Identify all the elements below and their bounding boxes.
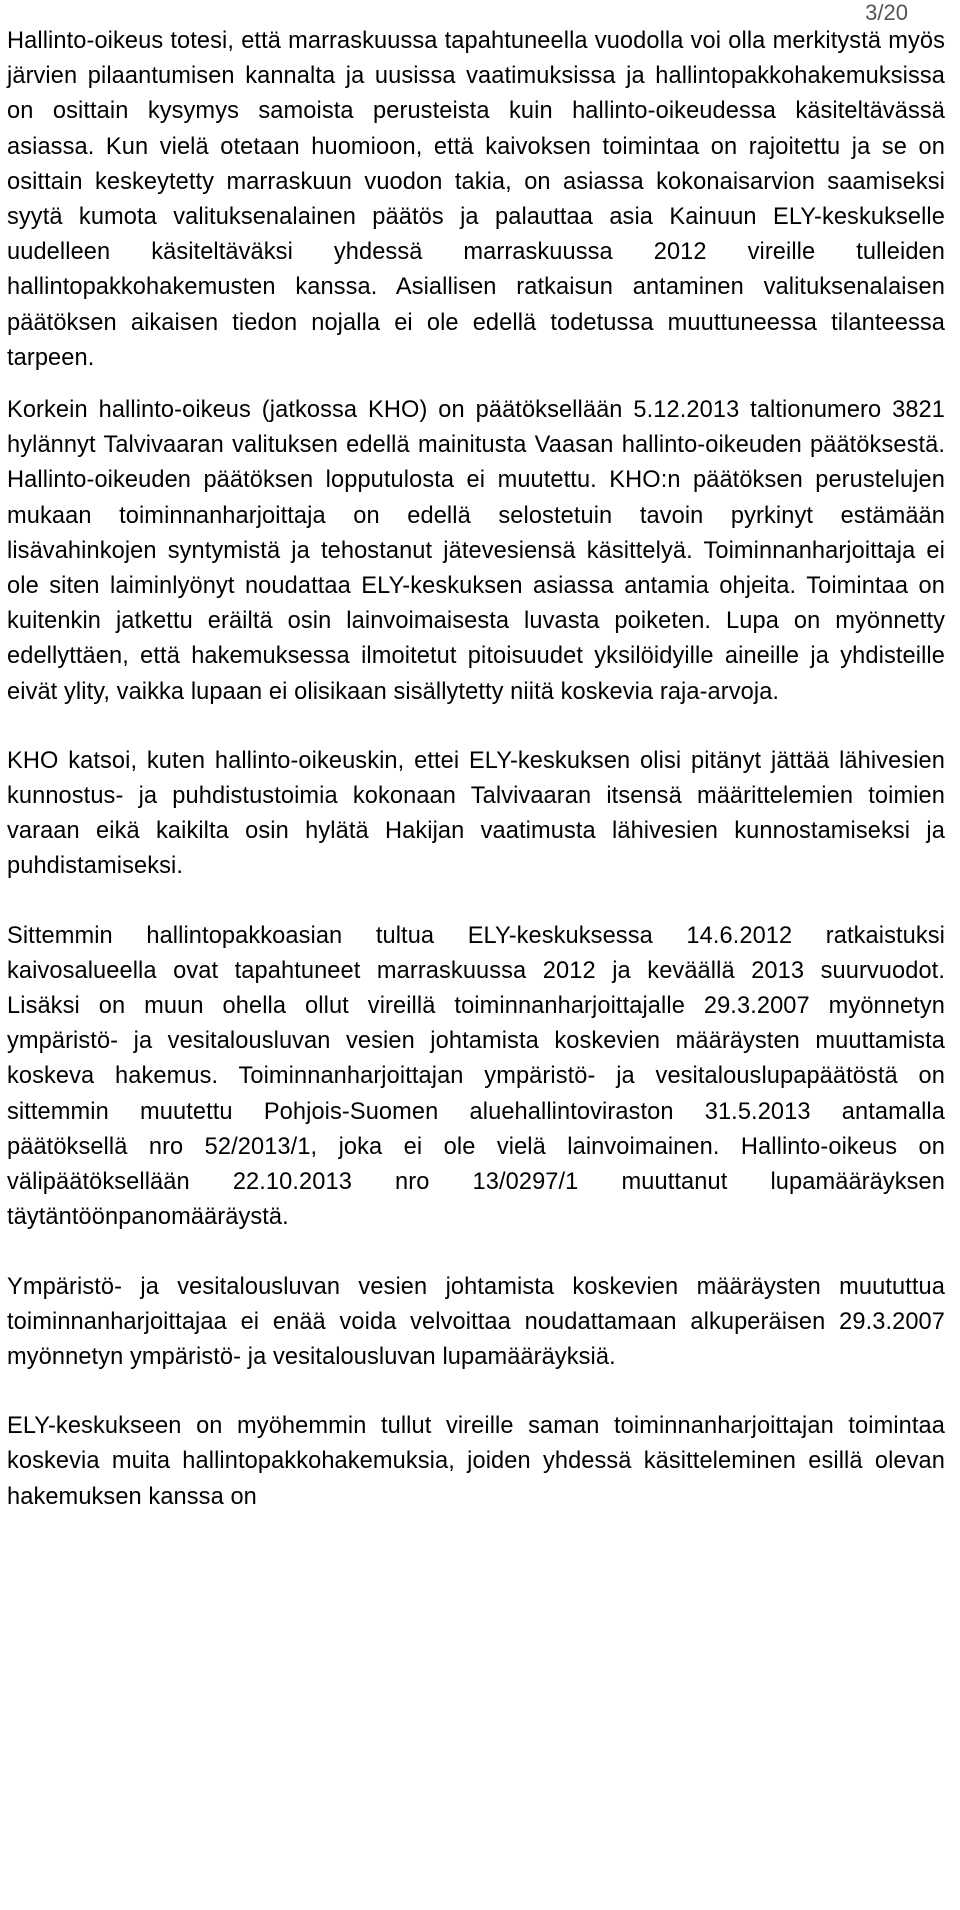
paragraph-kho-katsoi: KHO katsoi, kuten hallinto-oikeuskin, ettei ELY-keskuksen olisi pitänyt jättää lähivesien kunnostus- ja puhdistustoimia kokonaan Talvivaaran itsensä määrittelemien toimien varaan eikä kaikilta osin hylätä Hakijan vaatimusta lähivesien kunnostamiseksi ja puhdistamiseksi. <box>7 747 945 880</box>
page-number: 3/20 <box>865 0 908 25</box>
paragraph-sittemmin: Sittemmin hallintopakkoasian tultua ELY-keskuksessa 14.6.2012 ratkaistuksi kaivosalueella ovat tapahtuneet marraskuussa 2012 ja keväällä 2013 suurvuodot. Lisäksi on muun ohella ollut vireillä toiminnanharjoittajalle 29.3.2007 myönnetyn ympäristö- ja vesitalousluvan vesien johtamista koskevien määräysten muuttamista koskeva hakemus. Toiminnanharjoittajan ympäristö- ja vesitalouslupapäätöstä on sittemmin muutettu Pohjois-Suomen aluehallintoviraston 31.5.2013 antamalla päätöksellä nro 52/2013/1, joka ei ole vielä lainvoimainen. Hallinto-oikeus on välipäätöksellään 22.10.2013 nro 13/0297/1 muuttanut lupamääräyksen täytäntöönpanomääräystä. <box>7 922 945 1231</box>
document-body <box>7 24 945 1515</box>
paragraph-kho-decision: Korkein hallinto-oikeus (jatkossa KHO) on päätöksellään 5.12.2013 taltionumero 3821 hylännyt Talvivaaran valituksen edellä mainitusta Vaasan hallinto-oikeuden päätöksestä. Hallinto-oikeuden päätöksen lopputulosta ei muutettu. KHO:n päätöksen perustelujen mukaan toiminnanharjoittaja on edellä selostetuin tavoin pyrkinyt estämään lisävahinkojen syntymistä ja tehostanut jätevesiensä käsittelyä. Toiminnanharjoittaja ei ole siten laiminlyönyt noudattaa ELY-keskuksen asiassa antamia ohjeita. Toimintaa on kuitenkin jatkettu eräiltä osin lainvoimaisesta luvasta poiketen. Lupa on myönnetty edellyttäen, että hakemuksessa ilmoitetut pitoisuudet yksilöidyille aineille ja yhdisteille eivät ylity, vaikka lupaan ei olisikaan sisällytetty niitä koskevia raja-arvoja. <box>7 397 945 705</box>
paragraph-ely-keskukseen: ELY-keskukseen on myöhemmin tullut vireille saman toiminnanharjoittajan toimintaa koskevia muita hallintopakkohakemuksia, joiden yhdessä käsitteleminen esillä olevan hakemuksen kanssa on <box>7 1413 945 1510</box>
paragraph-hallinto-oikeus-totesi: Hallinto-oikeus totesi, että marraskuussa tapahtuneella vuodolla voi olla merkitystä myös järvien pilaantumisen kannalta ja uusissa vaatimuksissa ja hallintopakkohakemuksissa on osittain kysymys samoista perusteista kuin hallinto-oikeudessa käsiteltävässä asiassa. Kun vielä otetaan huomioon, että kaivoksen toimintaa on rajoitettu ja se on osittain keskeytetty marraskuun vuodon takia, on asiassa kokonaisarvion saamiseksi syytä kumota valituksenalainen päätös ja palauttaa asia Kainuun ELY-keskukselle uudelleen käsiteltäväksi yhdessä marraskuussa 2012 vireille tulleiden hallintopakkohakemusten kanssa. Asiallisen ratkaisun antaminen valituksenalaisen päätöksen aikaisen tiedon nojalla ei ole edellä todetussa muuttuneessa tilanteessa tarpeen. <box>7 28 945 371</box>
paragraph-ymparisto-ja-vesitalousluvan: Ympäristö- ja vesitalousluvan vesien johtamista koskevien määräysten muututtua toiminnanharjoittajaa ei enää voida velvoittaa noudattamaan alkuperäisen 29.3.2007 myönnetyn ympäristö- ja vesitalousluvan lupamääräyksiä. <box>7 1273 945 1370</box>
